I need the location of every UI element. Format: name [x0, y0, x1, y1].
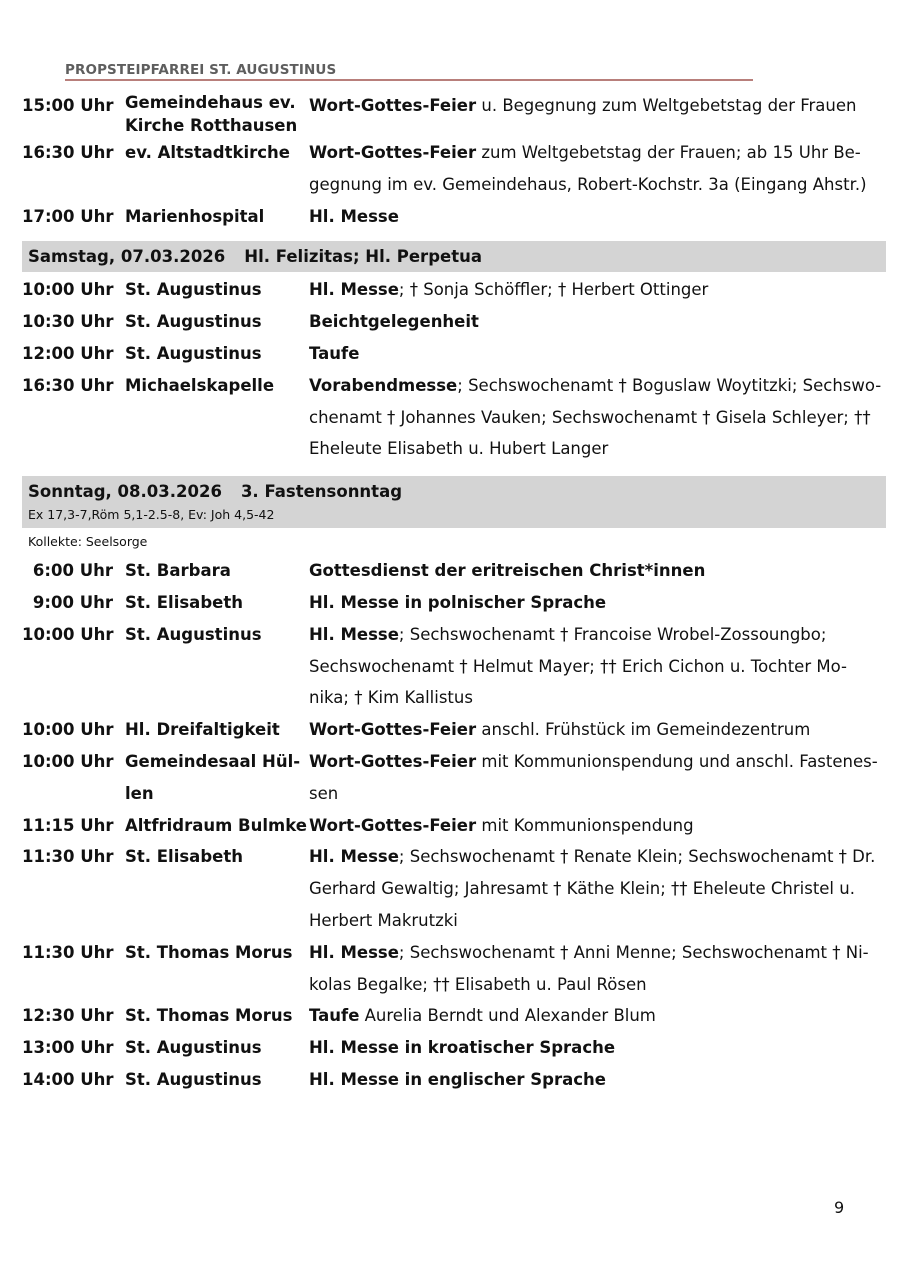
schedule-entry [22, 714, 886, 746]
entry-text: ; † Sonja Schöffler; † Herbert Ottinger [398, 280, 709, 300]
entry-description [309, 810, 884, 842]
entry-text: ; Sechswochenamt † Renate Klein; Sechswochenamt † Dr. Gerhard Gewaltig; Jahresamt † Käthe Klein; †† Eheleute Christel u. Herbert Makrutzki [309, 847, 876, 930]
entry-location: St. Thomas Morus [125, 942, 293, 962]
schedule [22, 90, 886, 1096]
schedule-entry [22, 370, 886, 465]
entry-description [309, 338, 884, 370]
entry-time: 11:15 Uhr [22, 815, 114, 835]
entry-time: 10:00 Uhr [22, 751, 114, 771]
entry-description [309, 274, 884, 306]
entry-text: anschl. Frühstück im Gemeindezentrum [476, 720, 811, 740]
entry-location: St. Elisabeth [125, 592, 243, 612]
entry-time: 16:30 Uhr [22, 375, 114, 395]
entry-description [309, 90, 884, 137]
entry-location: Altfridraum Bulmke [125, 815, 307, 835]
entry-title: Hl. Messe [309, 942, 399, 962]
entry-title: Taufe [309, 1006, 360, 1026]
entry-title: Wort-Gottes-Feier [309, 815, 477, 835]
day-feast: Hl. Felizitas; Hl. Perpetua [244, 247, 482, 267]
entry-title: Beichtgelegenheit [309, 312, 479, 332]
friday-entries [22, 90, 886, 232]
entry-title: Hl. Messe in kroatischer Sprache [309, 1038, 616, 1058]
entry-location: St. Augustinus [125, 1069, 262, 1089]
entry-location: Hl. Dreifaltigkeit [125, 720, 280, 740]
schedule-entry [22, 555, 886, 587]
entry-text: Aurelia Berndt und Alexander Blum [359, 1006, 656, 1026]
day-header-saturday [22, 241, 886, 272]
entry-location: St. Thomas Morus [125, 1006, 293, 1026]
entry-title: Hl. Messe [309, 206, 399, 226]
entry-text: mit Kommunionspendung und anschl. Fastenes-sen [309, 751, 878, 803]
entry-time: 17:00 Uhr [22, 206, 114, 226]
entry-time: 11:30 Uhr [22, 942, 114, 962]
schedule-entry [22, 937, 886, 1001]
entry-description [309, 841, 884, 936]
entry-time: 14:00 Uhr [22, 1069, 114, 1089]
entry-title: Wort-Gottes-Feier [309, 143, 477, 162]
entry-location: Marienhospital [125, 206, 265, 226]
entry-text: ; Sechswochenamt † Francoise Wrobel-Zossoungbo; Sechswochenamt † Helmut Mayer; †† Erich Cichon u. Tochter Mo-nika; † Kim Kallistus [309, 624, 847, 708]
entry-text: mit Kommunionspendung [476, 815, 694, 835]
entry-description [309, 1000, 884, 1032]
entry-description [309, 1032, 884, 1064]
schedule-entry [22, 1000, 886, 1032]
entry-description [309, 937, 884, 1001]
entry-title: Wort-Gottes-Feier [309, 751, 477, 771]
entry-location: St. Elisabeth [125, 847, 243, 867]
day-readings: Ex 17,3-7,Röm 5,1-2.5-8, Ev: Joh 4,5-42 [28, 507, 275, 523]
entry-title: Hl. Messe in englischer Sprache [309, 1069, 606, 1089]
schedule-entry [22, 746, 886, 810]
entry-location: ev. Altstadtkirche [125, 143, 290, 162]
entry-description [309, 370, 884, 465]
entry-time: 10:00 Uhr [22, 720, 114, 740]
schedule-entry [22, 90, 886, 137]
entry-location: Gemeindehaus ev. Kirche Rotthausen [125, 93, 298, 135]
page-header: PROPSTEIPFARREI ST. AUGUSTINUS [65, 62, 753, 81]
schedule-entry [22, 810, 886, 842]
entry-location: St. Augustinus [125, 312, 262, 332]
day-feast: 3. Fastensonntag [240, 482, 403, 502]
entry-title: Hl. Messe [309, 847, 399, 867]
entry-time: 11:30 Uhr [22, 847, 114, 867]
entry-text: ; Sechswochenamt † Anni Menne; Sechswochenamt † Ni-kolas Begalke; †† Elisabeth u. Paul Rösen [309, 942, 869, 994]
entry-location: St. Augustinus [125, 1038, 262, 1058]
entry-location: Michaelskapelle [125, 375, 275, 395]
entry-location: Gemeindesaal Hül-len [125, 751, 301, 803]
entry-text: ; Sechswochenamt † Boguslaw Woytitzki; Sechswo-chenamt † Johannes Vauken; Sechswochenamt † Gisela Schleyer; †† Eheleute Elisabeth u. Hubert Langer [309, 375, 882, 459]
entry-time: 9:00 Uhr [32, 592, 113, 612]
entry-text: u. Begegnung zum Weltgebetstag der Frauen [476, 96, 857, 115]
saturday-entries [22, 274, 886, 465]
day-header-sunday [22, 476, 886, 528]
entry-time: 16:30 Uhr [22, 143, 114, 162]
entry-title: Hl. Messe [309, 280, 399, 300]
schedule-entry [22, 1064, 886, 1096]
page-number: 9 [834, 1198, 845, 1217]
entry-title: Taufe [309, 343, 360, 363]
schedule-entry [22, 587, 886, 619]
entry-time: 12:30 Uhr [22, 1006, 114, 1026]
entry-description [309, 746, 884, 810]
entry-title: Gottesdienst der eritreischen Christ*innen [309, 561, 706, 581]
entry-time: 12:00 Uhr [22, 343, 114, 363]
entry-description [309, 619, 884, 714]
entry-title: Hl. Messe in polnischer Sprache [309, 592, 607, 612]
kollekte: Kollekte: Seelsorge [28, 534, 148, 550]
entry-title: Hl. Messe [309, 624, 399, 644]
entry-description [309, 306, 884, 338]
entry-time: 10:00 Uhr [22, 280, 114, 300]
entry-description [309, 555, 884, 587]
entry-title: Wort-Gottes-Feier [309, 720, 477, 740]
entry-time: 13:00 Uhr [22, 1038, 114, 1058]
sunday-entries [22, 555, 886, 1096]
entry-text: zum Weltgebetstag der Frauen; ab 15 Uhr Be-gegnung im ev. Gemeindehaus, Robert-Kochstr. 3a (Eingang Ahstr.) [309, 143, 867, 194]
entry-location: St. Augustinus [125, 343, 262, 363]
entry-description [309, 587, 884, 619]
schedule-entry [22, 306, 886, 338]
entry-description [309, 201, 884, 233]
entry-description [309, 137, 884, 201]
entry-title: Vorabendmesse [309, 375, 458, 395]
schedule-entry [22, 137, 886, 201]
entry-description [309, 714, 884, 746]
entry-title: Wort-Gottes-Feier [309, 96, 477, 115]
entry-time: 10:30 Uhr [22, 312, 114, 332]
entry-location: St. Barbara [125, 561, 231, 581]
schedule-entry [22, 1032, 886, 1064]
entry-time: 15:00 Uhr [22, 96, 114, 115]
entry-description [309, 1064, 884, 1096]
schedule-entry [22, 201, 886, 233]
entry-location: St. Augustinus [125, 280, 262, 300]
schedule-entry [22, 619, 886, 714]
schedule-entry [22, 841, 886, 936]
entry-location: St. Augustinus [125, 624, 262, 644]
day-date: Sonntag, 08.03.2026 [28, 482, 222, 502]
entry-time: 6:00 Uhr [32, 561, 113, 581]
schedule-entry [22, 338, 886, 370]
day-date: Samstag, 07.03.2026 [28, 247, 226, 267]
entry-time: 10:00 Uhr [22, 624, 114, 644]
schedule-entry [22, 274, 886, 306]
